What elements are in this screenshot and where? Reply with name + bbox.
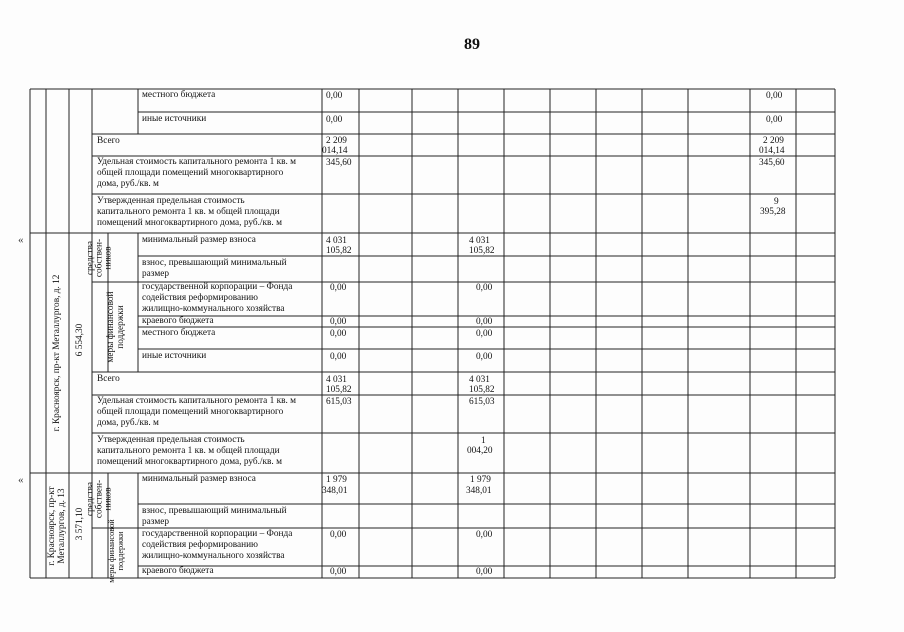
other-value: 0,00 [326, 115, 343, 125]
min-contribution-label: минимальный размер взноса [142, 235, 256, 245]
state-corp-label: государственной корпорации – Фонда [142, 282, 293, 292]
approved-cost-label: помещений многоквартирного дома, руб./кв. м [97, 218, 282, 228]
local-value: 0,00 [330, 329, 347, 339]
specific-cost-label: дома, руб./кв. м [97, 418, 159, 428]
specific-value: 345,60 [326, 158, 352, 168]
total-value-last: 2 209 [763, 136, 784, 146]
over-min-label: размер [142, 269, 169, 279]
approved-cost-label: помещений многоквартирного дома, руб./кв. м [97, 457, 282, 467]
total-value-col4: 105,82 [469, 385, 495, 395]
min-value-col4: 4 031 [469, 236, 490, 246]
house-address: г. Красноярск, пр-кт Металлургов, д. 12 [52, 274, 62, 432]
local-value-last: 0,00 [766, 91, 783, 101]
regional-budget-label: краевого бюджета [142, 566, 214, 576]
total-value-col4: 4 031 [469, 375, 490, 385]
regional-value: 0,00 [330, 567, 347, 577]
specific-cost-label: общей площади помещений многоквартирного [97, 407, 284, 417]
state-corp-label: жилищно-коммунального хозяйства [142, 551, 285, 561]
over-min-label: взнос, превышающий минимальный [142, 506, 287, 516]
page-number: 89 [464, 36, 480, 53]
owners-funds-label: средства собствен- ников [85, 479, 114, 519]
regional-value: 0,00 [330, 317, 347, 327]
approved-value-last: 395,28 [760, 207, 786, 217]
over-min-label: размер [142, 517, 169, 527]
specific-cost-label: общей площади помещений многоквартирного [97, 168, 284, 178]
state-value-col4: 0,00 [476, 283, 493, 293]
local-budget-label: местного бюджета [142, 90, 216, 100]
state-corp-label: содействия реформированию [142, 540, 259, 550]
other-value: 0,00 [330, 352, 347, 362]
min-value-col4: 348,01 [466, 486, 492, 496]
quote-mark: « [18, 234, 24, 246]
min-value: 1 979 [326, 475, 347, 485]
state-corp-label: жилищно-коммунального хозяйства [142, 304, 285, 314]
regional-budget-label: краевого бюджета [142, 316, 214, 326]
total-value: 014,14 [322, 146, 348, 156]
min-contribution-label: минимальный размер взноса [142, 474, 256, 484]
min-value: 348,01 [322, 486, 348, 496]
support-measures-label: меры финансовой поддержки [107, 519, 125, 583]
min-value: 4 031 [326, 236, 347, 246]
specific-cost-label: Удельная стоимость капитального ремонта 1 кв. м [97, 157, 297, 167]
state-value: 0,00 [330, 283, 347, 293]
approved-cost-label: капитального ремонта 1 кв. м общей площади [97, 446, 280, 456]
regional-value-col4: 0,00 [476, 317, 493, 327]
local-value: 0,00 [326, 91, 343, 101]
total-value: 105,82 [326, 385, 352, 395]
regional-value-col4: 0,00 [476, 567, 493, 577]
state-value-col4: 0,00 [476, 530, 493, 540]
specific-value: 615,03 [326, 397, 352, 407]
total-value-last: 014,14 [759, 146, 785, 156]
min-value-col4: 1 979 [470, 475, 491, 485]
min-value: 105,82 [326, 246, 352, 256]
min-value-col4: 105,82 [469, 246, 495, 256]
local-budget-label: местного бюджета [142, 328, 216, 338]
quote-mark: « [18, 474, 24, 486]
approved-value-col4: 1 [481, 436, 486, 446]
other-sources-label: иные источники [142, 114, 207, 124]
approved-value-col4: 004,20 [467, 446, 493, 456]
other-value-last: 0,00 [766, 115, 783, 125]
support-measures-label: меры финансовой поддержки [106, 291, 126, 363]
other-sources-label: иные источники [142, 351, 207, 361]
total-value: 2 209 [326, 136, 347, 146]
specific-value-col4: 615,03 [469, 397, 495, 407]
other-value-col4: 0,00 [476, 352, 493, 362]
total-value: 4 031 [326, 375, 347, 385]
house-area: 3 571,10 [75, 507, 85, 541]
approved-value-last: 9 [774, 197, 779, 207]
total-label: Всего [97, 136, 120, 146]
specific-cost-label: дома, руб./кв. м [97, 179, 159, 189]
approved-cost-label: капитального ремонта 1 кв. м общей площади [97, 207, 280, 217]
house-address: г. Красноярск, пр-кт Металлургов, д. 13 [47, 486, 67, 566]
total-label: Всего [97, 374, 120, 384]
state-corp-label: государственной корпорации – Фонда [142, 529, 293, 539]
over-min-label: взнос, превышающий минимальный [142, 258, 287, 268]
local-value-col4: 0,00 [476, 329, 493, 339]
house-area: 6 554,30 [75, 323, 85, 357]
state-corp-label: содействия реформированию [142, 293, 259, 303]
approved-cost-label: Утвержденная предельная стоимость [97, 435, 245, 445]
specific-value-last: 345,60 [759, 158, 785, 168]
specific-cost-label: Удельная стоимость капитального ремонта 1 кв. м [97, 396, 297, 406]
state-value: 0,00 [330, 530, 347, 540]
owners-funds-label: средства собствен- ников [85, 238, 114, 278]
approved-cost-label: Утвержденная предельная стоимость [97, 196, 245, 206]
